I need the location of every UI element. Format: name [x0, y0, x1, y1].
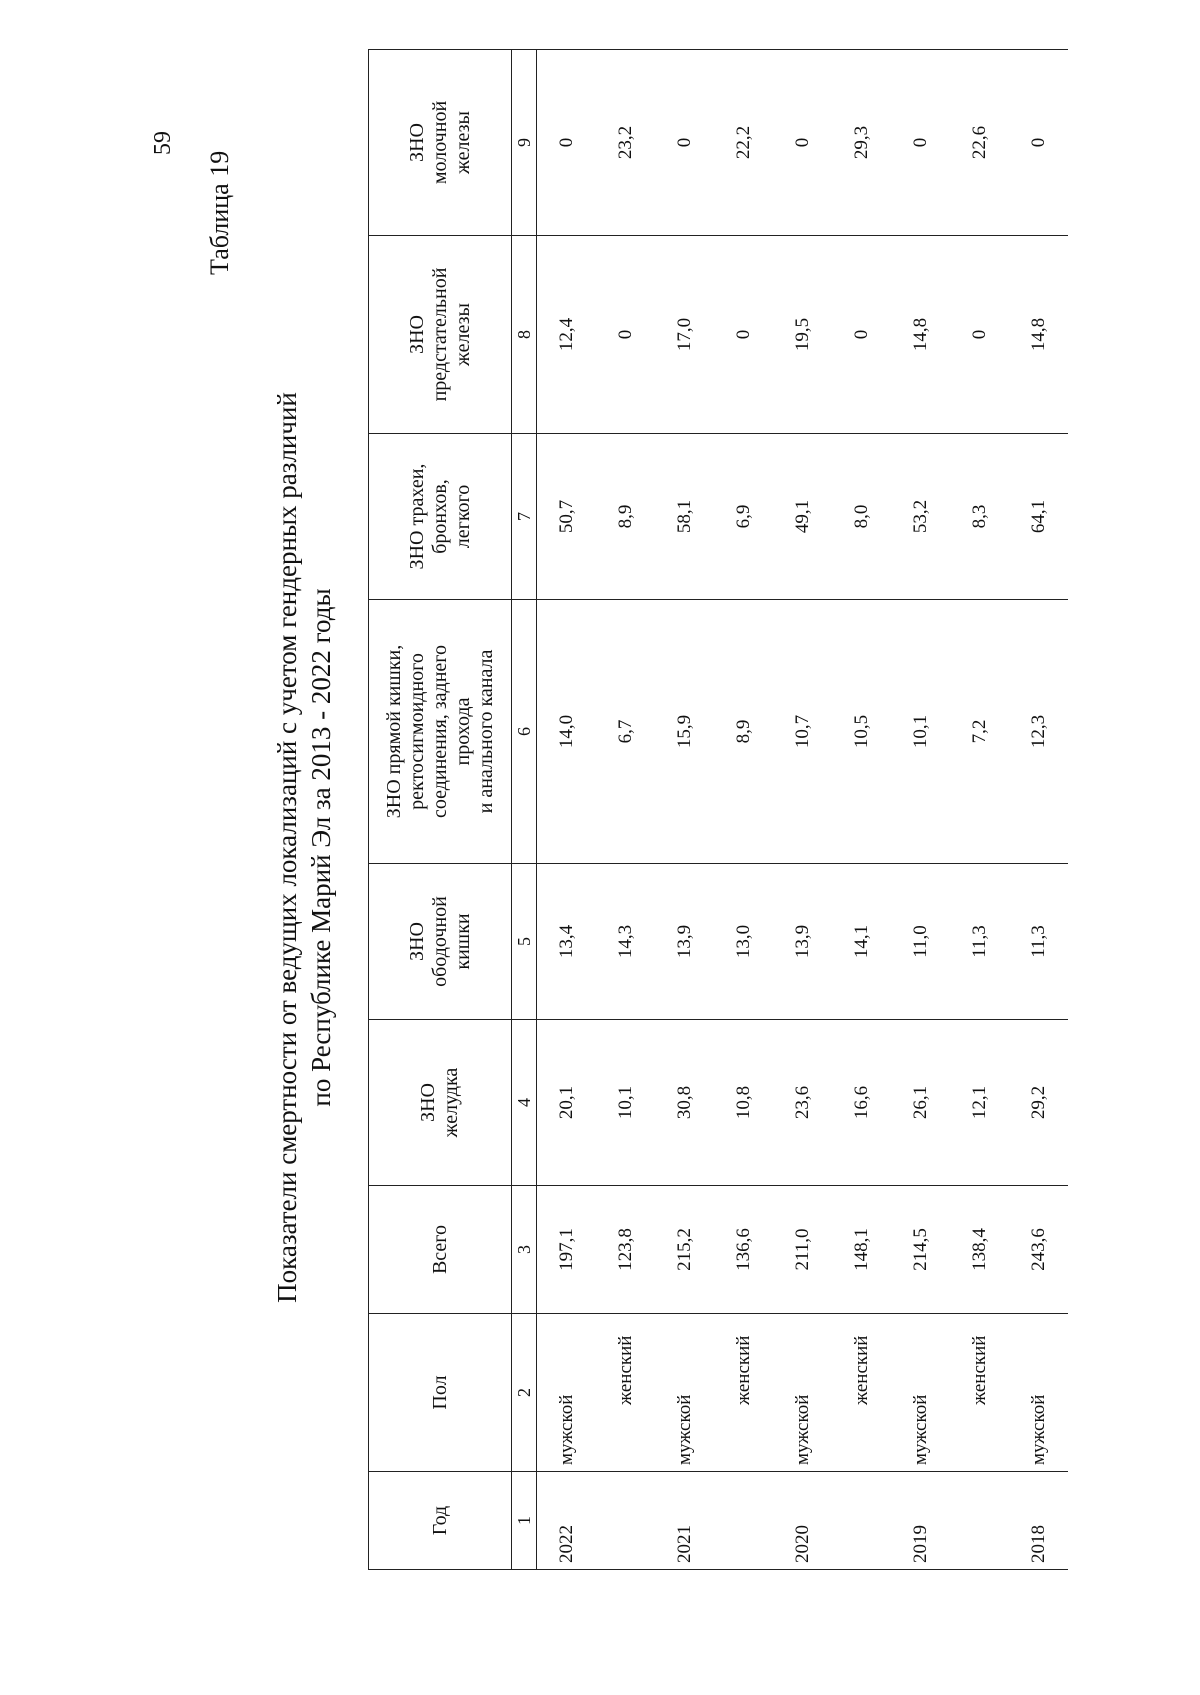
column-number: 4	[512, 1020, 537, 1186]
value-cell: 29,2	[1009, 1020, 1068, 1186]
value-cell: 0	[891, 50, 950, 236]
value-cell: 138,4	[950, 1186, 1009, 1314]
year-cell: 2020	[773, 1472, 832, 1570]
value-cell: 243,6	[1009, 1186, 1068, 1314]
value-cell: 148,1	[832, 1186, 891, 1314]
value-cell: 0	[596, 236, 655, 434]
table-title-line2: по Республике Марий Эл за 2013 - 2022 годы	[306, 588, 336, 1107]
value-cell: 10,8	[714, 1020, 773, 1186]
value-cell: 14,8	[1009, 236, 1068, 434]
value-cell: 0	[1009, 50, 1068, 236]
value-cell: 30,8	[655, 1020, 714, 1186]
column-number-row	[512, 50, 537, 1570]
year-cell: 2018	[1009, 1472, 1068, 1570]
value-cell: 23,6	[773, 1020, 832, 1186]
value-cell: 13,9	[773, 864, 832, 1020]
value-cell: 0	[714, 236, 773, 434]
table-body	[537, 50, 1069, 1570]
value-cell: 14,0	[537, 600, 597, 864]
year-cell	[832, 1472, 891, 1570]
year-cell	[714, 1472, 773, 1570]
column-number: 7	[512, 434, 537, 600]
value-cell: 16,6	[832, 1020, 891, 1186]
value-cell: 58,1	[655, 434, 714, 600]
column-number: 6	[512, 600, 537, 864]
value-cell: 197,1	[537, 1186, 597, 1314]
value-cell: 14,1	[832, 864, 891, 1020]
value-cell: 15,9	[655, 600, 714, 864]
table-row	[537, 50, 597, 1570]
value-cell: 29,3	[832, 50, 891, 236]
value-cell: 10,1	[891, 600, 950, 864]
value-cell: 8,9	[596, 434, 655, 600]
column-header: ЗНО желудка	[369, 1020, 512, 1186]
value-cell: 0	[950, 236, 1009, 434]
column-header: Всего	[369, 1186, 512, 1314]
sex-cell: мужской	[1009, 1314, 1068, 1472]
value-cell: 123,8	[596, 1186, 655, 1314]
value-cell: 13,4	[537, 864, 597, 1020]
value-cell: 0	[537, 50, 597, 236]
value-cell: 6,7	[596, 600, 655, 864]
value-cell: 11,3	[1009, 864, 1068, 1020]
page-number: 59	[150, 131, 176, 155]
year-cell	[596, 1472, 655, 1570]
column-header: ЗНО предстательной железы	[369, 236, 512, 434]
table-row	[950, 50, 1009, 1570]
value-cell: 49,1	[773, 434, 832, 600]
value-cell: 26,1	[891, 1020, 950, 1186]
value-cell: 211,0	[773, 1186, 832, 1314]
value-cell: 14,8	[891, 236, 950, 434]
value-cell: 11,0	[891, 864, 950, 1020]
column-number: 5	[512, 864, 537, 1020]
value-cell: 6,9	[714, 434, 773, 600]
column-header: ЗНО прямой кишки, ректосигмоидного соединения, заднего прохода и анального канала	[369, 600, 512, 864]
sex-cell: женский	[950, 1314, 1009, 1472]
column-header: ЗНО молочной железы	[369, 50, 512, 236]
sex-cell: мужской	[537, 1314, 597, 1472]
table-row	[596, 50, 655, 1570]
table-row	[1009, 50, 1068, 1570]
value-cell: 23,2	[596, 50, 655, 236]
value-cell: 12,4	[537, 236, 597, 434]
value-cell: 22,6	[950, 50, 1009, 236]
mortality-table	[368, 49, 1068, 1570]
value-cell: 13,9	[655, 864, 714, 1020]
sex-cell: мужской	[891, 1314, 950, 1472]
value-cell: 8,0	[832, 434, 891, 600]
column-number: 8	[512, 236, 537, 434]
value-cell: 64,1	[1009, 434, 1068, 600]
value-cell: 22,2	[714, 50, 773, 236]
table-label: Таблица 19	[205, 150, 234, 275]
table-row	[891, 50, 950, 1570]
value-cell: 136,6	[714, 1186, 773, 1314]
year-cell: 2022	[537, 1472, 597, 1570]
value-cell: 214,5	[891, 1186, 950, 1314]
value-cell: 0	[832, 236, 891, 434]
value-cell: 53,2	[891, 434, 950, 600]
column-header: Год	[369, 1472, 512, 1570]
value-cell: 50,7	[537, 434, 597, 600]
column-number: 3	[512, 1186, 537, 1314]
column-header: ЗНО ободочной кишки	[369, 864, 512, 1020]
value-cell: 10,5	[832, 600, 891, 864]
table-row	[655, 50, 714, 1570]
column-number: 2	[512, 1314, 537, 1472]
value-cell: 20,1	[537, 1020, 597, 1186]
sex-cell: женский	[832, 1314, 891, 1472]
year-cell	[950, 1472, 1009, 1570]
column-header: ЗНО трахеи, бронхов, легкого	[369, 434, 512, 600]
value-cell: 10,7	[773, 600, 832, 864]
value-cell: 8,3	[950, 434, 1009, 600]
value-cell: 12,1	[950, 1020, 1009, 1186]
column-number: 1	[512, 1472, 537, 1570]
table-title-line1: Показатели смертности от ведущих локализаций с учетом гендерных различий	[272, 392, 302, 1303]
value-cell: 17,0	[655, 236, 714, 434]
value-cell: 10,1	[596, 1020, 655, 1186]
value-cell: 13,0	[714, 864, 773, 1020]
table-row	[832, 50, 891, 1570]
year-cell: 2021	[655, 1472, 714, 1570]
value-cell: 215,2	[655, 1186, 714, 1314]
value-cell: 8,9	[714, 600, 773, 864]
year-cell: 2019	[891, 1472, 950, 1570]
sex-cell: женский	[596, 1314, 655, 1472]
column-number: 9	[512, 50, 537, 236]
table-row	[773, 50, 832, 1570]
value-cell: 7,2	[950, 600, 1009, 864]
sex-cell: женский	[714, 1314, 773, 1472]
header-row	[369, 50, 512, 1570]
value-cell: 19,5	[773, 236, 832, 434]
value-cell: 11,3	[950, 864, 1009, 1020]
table-row	[714, 50, 773, 1570]
value-cell: 14,3	[596, 864, 655, 1020]
value-cell: 0	[655, 50, 714, 236]
sex-cell: мужской	[655, 1314, 714, 1472]
value-cell: 0	[773, 50, 832, 236]
value-cell: 12,3	[1009, 600, 1068, 864]
sex-cell: мужской	[773, 1314, 832, 1472]
column-header: Пол	[369, 1314, 512, 1472]
